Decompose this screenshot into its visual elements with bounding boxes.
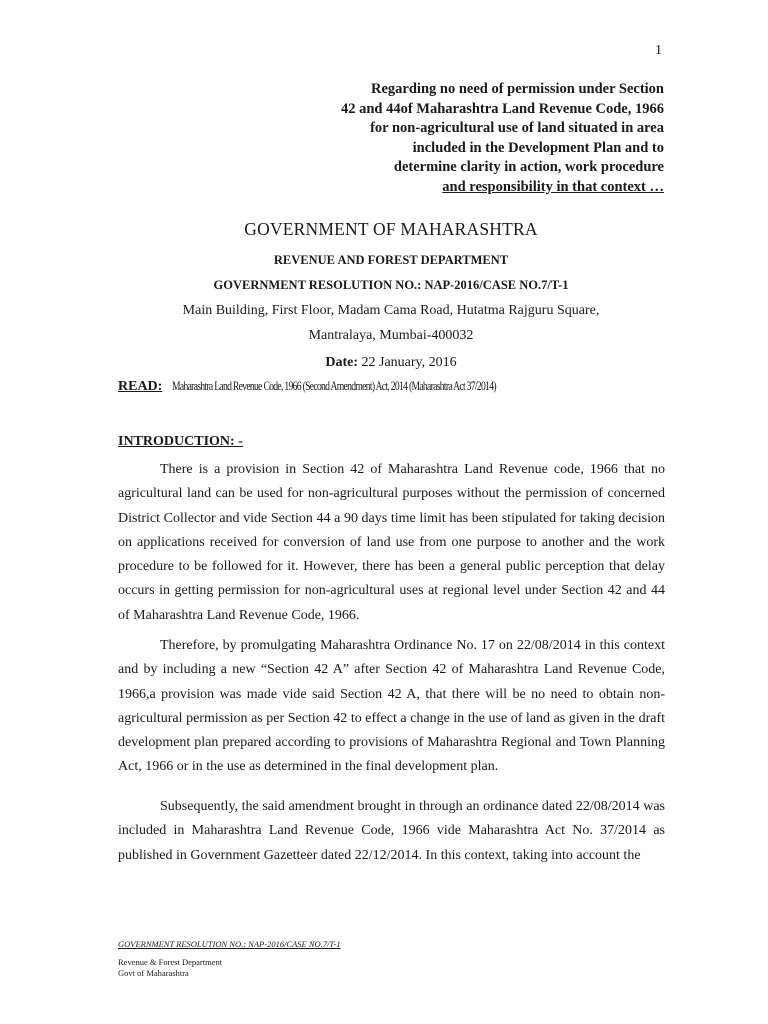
- introduction-heading: INTRODUCTION: -: [118, 434, 243, 449]
- subject-block: [264, 80, 664, 197]
- government-title: GOVERNMENT OF MAHARASHTRA: [244, 219, 538, 239]
- footer-resolution: GOVERNMENT RESOLUTION NO.: NAP-2016/CASE NO.7/T-1: [118, 939, 341, 949]
- date-label: Date:: [325, 355, 358, 370]
- body-paragraph: [118, 795, 665, 868]
- subject-line: Regarding no need of permission under Section: [371, 81, 664, 97]
- read-label: READ:: [118, 379, 163, 394]
- body-paragraph: [118, 458, 665, 628]
- subject-last-line: and responsibility in that context …: [442, 178, 664, 195]
- read-reference: [118, 379, 592, 395]
- subject-line: [264, 178, 664, 198]
- subject-line: included in the Development Plan and to: [412, 139, 664, 156]
- read-text: Maharashtra Land Revenue Code, 1966 (Second Amendment) Act, 2014 (Maharashtra Act 37/2014): [171, 379, 496, 393]
- page-number: 1: [655, 43, 662, 58]
- subject-line: for non-agricultural use of land situated in area: [370, 120, 664, 136]
- date-line: [110, 355, 672, 371]
- paragraph-3: Subsequently, the said amendment brought in through an ordinance dated 22/08/2014 was included in Maharashtra Land Revenue Code, 1966 vide Maharashtra Act No. 37/2014 as published in Government Gazetteer dated 22/12/2014. In this context, taking into account the: [118, 799, 665, 863]
- body-paragraph: [118, 634, 665, 780]
- date-value: 22 January, 2016: [358, 355, 457, 370]
- resolution-number: GOVERNMENT RESOLUTION NO.: NAP-2016/CASE NO.7/T-1: [213, 278, 569, 292]
- footer-dept-line-1: Revenue & Forest Department: [118, 957, 223, 967]
- paragraph-1: There is a provision in Section 42 of Maharashtra Land Revenue code, 1966 that no agricultural land can be used for non-agricultural purposes without the permission of concerned District Collector and vide Section 44 a 90 days time limit has been stipulated for taking decision on applications received for conversion of land use from one purpose to another and the work procedure to be followed for it. However, there has been a general public perception that delay occurs in getting permission for non-agricultural uses at regional level under Section 42 and 44 of Maharashtra Land Revenue Code, 1966.: [118, 462, 665, 623]
- footer-dept-line-2: Govt of Maharashtra: [118, 968, 189, 978]
- address-line-1: Main Building, First Floor, Madam Cama Road, Hutatma Rajguru Square,: [182, 303, 600, 318]
- header-block: [110, 219, 672, 371]
- address: [110, 298, 672, 348]
- address-line-2: Mantralaya, Mumbai-400032: [308, 328, 474, 343]
- footer-department: [118, 957, 222, 979]
- department-name: REVENUE AND FOREST DEPARTMENT: [273, 253, 509, 267]
- subject-line: 42 and 44of Maharashtra Land Revenue Code, 1966: [340, 100, 664, 117]
- subject-line: determine clarity in action, work procedure: [393, 159, 664, 175]
- paragraph-2: Therefore, by promulgating Maharashtra Ordinance No. 17 on 22/08/2014 in this context and by including a new “Section 42 A” after Section 42 of Maharashtra Land Revenue Code, 1966,a provision was made vide said Section 42 A, that there will be no need to obtain non-agricultural permission as per Section 42 to effect a change in the use of land as given in the draft development plan prepared according to provisions of Maharashtra Regional and Town Planning Act, 1966 or in the use as determined in the final development plan.: [118, 638, 665, 775]
